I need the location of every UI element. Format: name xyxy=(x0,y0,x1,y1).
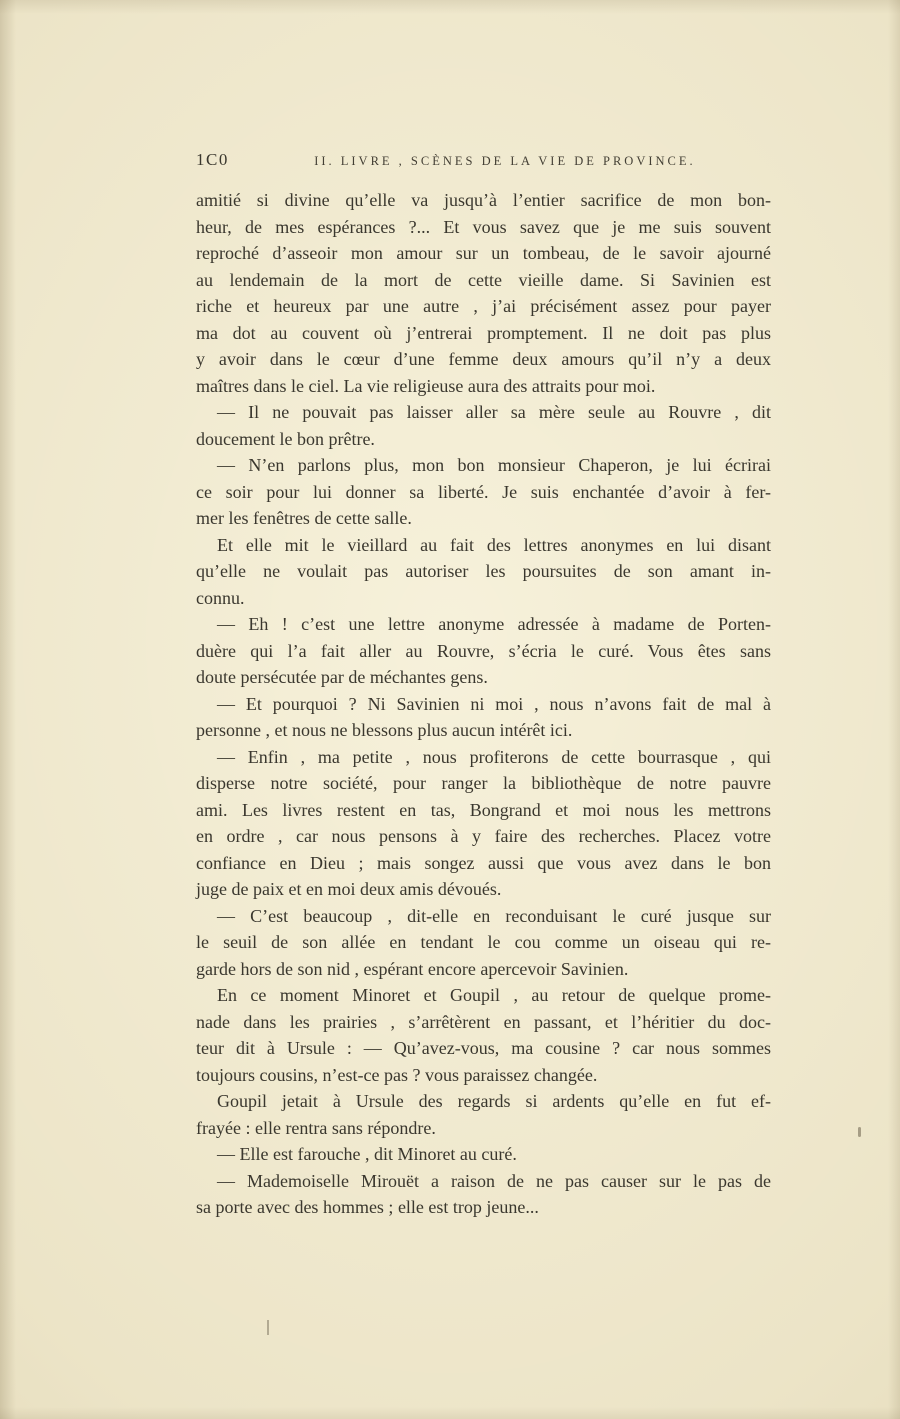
text-line: en ordre , car nous pensons à y faire des recherches. Placez votre xyxy=(196,826,771,846)
text-line: ami. Les livres restent en tas, Bongrand et moi nous les mettrons xyxy=(196,799,771,820)
text-area xyxy=(196,150,771,1221)
paragraph xyxy=(196,1141,771,1168)
text-line: connu. xyxy=(196,587,245,608)
text-line: amitié si divine qu’elle va jusqu’à l’entier sacrifice de mon bon- xyxy=(196,190,771,210)
paragraph xyxy=(196,532,771,612)
text-line: — Elle est farouche , dit Minoret au curé. xyxy=(217,1144,517,1164)
scan-artifact xyxy=(267,1320,269,1335)
text-line: au lendemain de la mort de cette vieille dame. Si Savinien est xyxy=(196,269,771,290)
text-line: le seuil de son allée en tendant le cou comme un oiseau qui re- xyxy=(196,932,771,952)
text-line: heur, de mes espérances ?... Et vous savez que je me suis souvent xyxy=(196,216,771,237)
text-line: — Mademoiselle Mirouët a raison de ne pas causer sur le pas de xyxy=(217,1170,771,1191)
text-line: y avoir dans le cœur d’une femme deux amours qu’il n’y a deux xyxy=(196,349,771,369)
text-line: doute persécutée par de méchantes gens. xyxy=(196,667,488,687)
text-line: Goupil jetait à Ursule des regards si ardents qu’elle en fut ef- xyxy=(217,1091,771,1111)
paragraph xyxy=(196,982,771,1088)
text-line: — Et pourquoi ? Ni Savinien ni moi , nous n’avons fait de mal à xyxy=(217,693,771,714)
text-line: doucement le bon prêtre. xyxy=(196,428,375,449)
text-line: disperse notre société, pour ranger la bibliothèque de notre pauvre xyxy=(196,773,771,793)
paragraph xyxy=(196,452,771,532)
running-title: II. LIVRE , SCÈNES DE LA VIE DE PROVINCE. xyxy=(314,154,696,168)
paragraph xyxy=(196,187,771,399)
paragraph xyxy=(196,691,771,744)
text-line: sa porte avec des hommes ; elle est trop jeune... xyxy=(196,1197,539,1217)
paragraph xyxy=(196,399,771,452)
text-line: — Eh ! c’est une lettre anonyme adressée à madame de Porten- xyxy=(217,614,771,634)
text-line: personne , et nous ne blessons plus aucun intérêt ici. xyxy=(196,720,573,740)
text-line: toujours cousins, n’est-ce pas ? vous paraissez changée. xyxy=(196,1064,598,1085)
page-number: 1C0 xyxy=(196,150,229,169)
paragraph xyxy=(196,903,771,983)
text-line: mer les fenêtres de cette salle. xyxy=(196,508,412,528)
text-line: duère qui l’a fait aller au Rouvre, s’écria le curé. Vous êtes sans xyxy=(196,640,771,661)
text-line: — C’est beaucoup , dit-elle en reconduisant le curé jusque sur xyxy=(217,905,771,926)
text-line: nade dans les prairies , s’arrêtèrent en passant, et l’héritier du doc- xyxy=(196,1011,771,1032)
text-line: frayée : elle rentra sans répondre. xyxy=(196,1117,436,1138)
text-block xyxy=(196,187,771,1221)
paragraph xyxy=(196,611,771,691)
paragraph xyxy=(196,744,771,903)
text-line: reproché d’asseoir mon amour sur un tombeau, de le savoir ajourné xyxy=(196,243,771,263)
text-line: ce soir pour lui donner sa liberté. Je suis enchantée d’avoir à fer- xyxy=(196,481,771,502)
page-header xyxy=(196,150,771,170)
text-line: juge de paix et en moi deux amis dévoués. xyxy=(196,879,502,899)
text-line: En ce moment Minoret et Goupil , au retour de quelque prome- xyxy=(217,985,771,1005)
scan-artifact xyxy=(858,1127,861,1137)
text-line: maîtres dans le ciel. La vie religieuse aura des attraits pour moi. xyxy=(196,375,656,396)
text-line: — Il ne pouvait pas laisser aller sa mère seule au Rouvre , dit xyxy=(217,402,771,422)
text-line: confiance en Dieu ; mais songez aussi que vous avez dans le bon xyxy=(196,852,771,873)
text-line: teur dit à Ursule : — Qu’avez-vous, ma cousine ? car nous sommes xyxy=(196,1038,771,1058)
text-line: qu’elle ne voulait pas autoriser les poursuites de son amant in- xyxy=(196,561,771,581)
text-line: — N’en parlons plus, mon bon monsieur Chaperon, je lui écrirai xyxy=(217,455,771,475)
paragraph xyxy=(196,1088,771,1141)
text-line: Et elle mit le vieillard au fait des lettres anonymes en lui disant xyxy=(217,534,771,555)
paragraph xyxy=(196,1168,771,1221)
text-line: ma dot au couvent où j’entrerai promptement. Il ne doit pas plus xyxy=(196,322,771,343)
text-line: — Enfin , ma petite , nous profiterons de cette bourrasque , qui xyxy=(217,746,771,767)
text-line: riche et heureux par une autre , j’ai précisément assez pour payer xyxy=(196,296,771,316)
text-line: garde hors de son nid , espérant encore apercevoir Savinien. xyxy=(196,958,629,979)
